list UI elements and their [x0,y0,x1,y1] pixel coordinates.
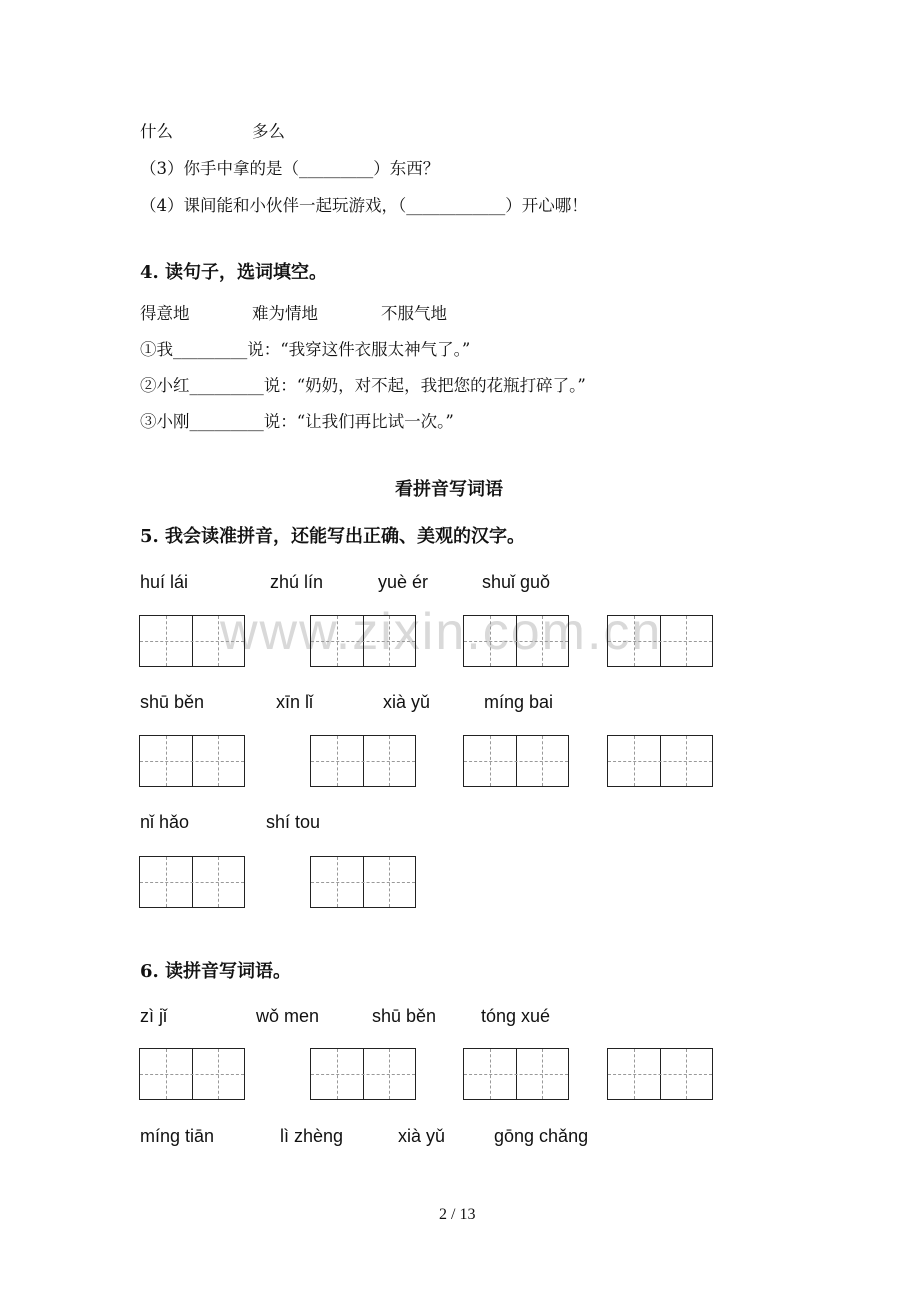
writing-box[interactable] [139,735,245,787]
pinyin: xià yǔ [383,692,431,712]
pinyin: zì jǐ [140,1006,167,1026]
pinyin: xīn lǐ [276,692,314,712]
pinyin: yuè ér [378,572,429,592]
fill-word-2: 难为情地 [252,304,318,323]
writing-box[interactable] [607,1048,713,1100]
pinyin: shí tou [266,812,321,832]
pinyin: shū běn [372,1006,437,1026]
writing-box[interactable] [463,735,569,787]
writing-box[interactable] [310,615,416,667]
sentence-2: ②小红_________说：“奶奶，对不起，我把您的花瓶打碎了。” [140,376,586,395]
word-option-2: 多么 [252,122,285,141]
pinyin: lì zhèng [280,1126,344,1146]
watermark: www.zixin.com.cn [220,603,663,661]
pinyin: shuǐ guǒ [482,572,551,592]
section-4-title: 4. 读句子，选词填空。 [140,262,328,283]
page-number: 2 / 13 [439,1206,476,1223]
section-5-title: 5. 我会读准拼音，还能写出正确、美观的汉字。 [140,526,526,547]
sentence-3: ③小刚_________说：“让我们再比试一次。” [140,412,454,431]
pinyin: míng bai [484,692,554,712]
section-6-title: 6. 读拼音写词语。 [140,961,292,982]
writing-box[interactable] [310,735,416,787]
writing-box[interactable] [310,856,416,908]
writing-box[interactable] [310,1048,416,1100]
writing-box[interactable] [139,1048,245,1100]
pinyin: zhú lín [270,572,324,592]
sentence-1: ①我_________说：“我穿这件衣服太神气了。” [140,340,471,359]
writing-box[interactable] [139,615,245,667]
fill-word-3: 不服气地 [381,304,447,323]
fill-word-1: 得意地 [140,304,190,323]
pinyin: shū běn [140,692,205,712]
pinyin: míng tiān [140,1126,215,1146]
writing-box[interactable] [463,615,569,667]
question-3: （3）你手中拿的是（_________）东西？ [140,159,440,178]
pinyin: nǐ hǎo [140,812,190,832]
question-4: （4）课间能和小伙伴一起玩游戏，（____________）开心哪！ [140,196,588,215]
pinyin: gōng chǎng [494,1126,589,1146]
center-title: 看拼音写词语 [395,479,503,500]
pinyin: wǒ men [256,1006,320,1026]
pinyin: tóng xué [481,1006,551,1026]
writing-box[interactable] [463,1048,569,1100]
word-option-1: 什么 [140,122,173,141]
pinyin: huí lái [140,572,189,592]
writing-box[interactable] [607,735,713,787]
writing-box[interactable] [607,615,713,667]
writing-box[interactable] [139,856,245,908]
pinyin: xià yǔ [398,1126,446,1146]
